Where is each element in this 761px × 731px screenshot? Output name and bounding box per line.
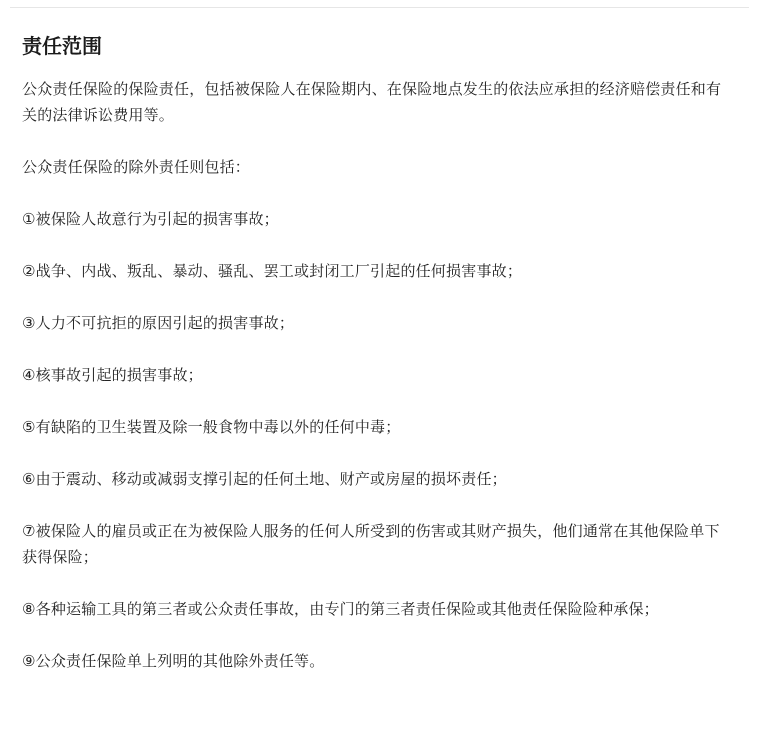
intro-paragraph: 公众责任保险的保险责任，包括被保险人在保险期内、在保险地点发生的依法应承担的经济赔偿责任和有关的法律诉讼费用等。: [22, 80, 722, 124]
exclusion-item: ⑤有缺陷的卫生装置及除一般食物中毒以外的任何中毒；: [22, 418, 401, 436]
exclusion-item: ⑨公众责任保险单上列明的其他除外责任等。: [22, 652, 325, 670]
exclusions-list: [22, 206, 734, 674]
exclusion-item: ③人力不可抗拒的原因引起的损害事故；: [22, 314, 295, 332]
exclusion-item: ⑧各种运输工具的第三者或公众责任事故，由专门的第三者责任保险或其他责任保险险种承保；: [22, 600, 659, 618]
exclusion-item: ①被保险人故意行为引起的损害事故；: [22, 210, 279, 228]
exclusions-heading: 公众责任保险的除外责任则包括：: [22, 158, 251, 176]
exclusion-item: ⑦被保险人的雇员或正在为被保险人服务的任何人所受到的伤害或其财产损失，他们通常在其他保险单下获得保险；: [22, 522, 720, 566]
exclusion-item: ④核事故引起的损害事故；: [22, 366, 203, 384]
top-divider: [10, 7, 749, 8]
article-section: [22, 32, 734, 700]
exclusion-item: ②战争、内战、叛乱、暴动、骚乱、罢工或封闭工厂引起的任何损害事故；: [22, 262, 523, 280]
section-title: 责任范围: [22, 34, 102, 58]
exclusion-item: ⑥由于震动、移动或减弱支撑引起的任何土地、财产或房屋的损坏责任；: [22, 470, 507, 488]
